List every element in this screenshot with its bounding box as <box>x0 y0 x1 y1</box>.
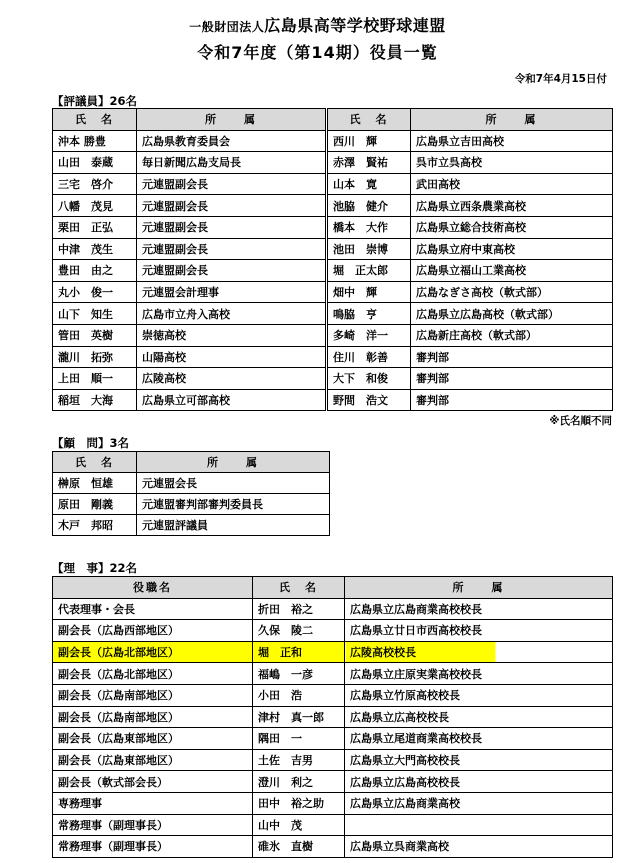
col-role: 役職名 <box>53 577 253 599</box>
member-affiliation: 広島県立総合技術高校 <box>411 216 613 238</box>
director-affiliation: 広島県立庄原実業高校校長 <box>345 663 613 685</box>
director-role: 副会長（広島東部地区） <box>53 728 253 750</box>
member-affiliation: 広島市立舟入高校 <box>137 303 327 325</box>
table-row <box>53 389 613 411</box>
member-affiliation: 広島県立吉田高校 <box>411 130 613 152</box>
member-affiliation: 山陽高校 <box>137 346 327 368</box>
advisor-affiliation: 元連盟審判部審判委員長 <box>137 494 330 515</box>
table-row <box>53 173 613 195</box>
table-row <box>53 152 613 174</box>
member-affiliation: 広島県立広島高校（軟式部） <box>411 303 613 325</box>
director-name: 山中 茂 <box>253 814 345 836</box>
table-row <box>53 684 613 706</box>
director-role: 副会長（広島南部地区） <box>53 684 253 706</box>
member-name: 赤澤 賢祐 <box>327 152 411 174</box>
order-note: ※氏名順不同 <box>549 415 612 427</box>
member-name: 瀧川 拓弥 <box>53 346 137 368</box>
advisor-name: 榊原 恒雄 <box>53 473 137 494</box>
table-row <box>53 260 613 282</box>
director-name: 堀 正和 <box>253 641 345 663</box>
member-name: 橋本 大作 <box>327 216 411 238</box>
member-name: 上田 順一 <box>53 368 137 390</box>
director-name: 田中 裕之助 <box>253 792 345 814</box>
org-name: 広島県高等学校野球連盟 <box>264 16 446 35</box>
director-affiliation: 広島県立呉商業高校 <box>345 836 613 858</box>
table-row <box>53 130 613 152</box>
director-affiliation: 広島県立広高校校長 <box>345 706 613 728</box>
advisors-heading: 【顧 問】3名 <box>52 436 130 450</box>
member-affiliation: 審判部 <box>411 368 613 390</box>
director-name: 隅田 一 <box>253 728 345 750</box>
member-name: 住川 彰善 <box>327 346 411 368</box>
member-name: 堀 正太郎 <box>327 260 411 282</box>
table-row <box>53 324 613 346</box>
member-name: 丸小 俊一 <box>53 281 137 303</box>
col-affiliation: 所 属 <box>345 577 613 599</box>
member-name: 沖本 勝豊 <box>53 130 137 152</box>
director-role: 代表理事・会長 <box>53 598 253 620</box>
page-title: 令和7年度（第14期）役員一覧 <box>197 43 438 62</box>
director-name: 澄川 利之 <box>253 771 345 793</box>
director-affiliation: 広島県立広島商業高校 <box>345 792 613 814</box>
table-row <box>53 620 613 642</box>
member-name: 栗田 正弘 <box>53 216 137 238</box>
table-row <box>53 728 613 750</box>
table-row <box>53 238 613 260</box>
member-name: 山下 知生 <box>53 303 137 325</box>
director-affiliation <box>345 814 613 836</box>
member-affiliation: 崇徳高校 <box>137 324 327 346</box>
member-name: 野間 浩文 <box>327 389 411 411</box>
directors-header-row <box>53 577 613 599</box>
director-name: 久保 陵二 <box>253 620 345 642</box>
member-name: 西川 輝 <box>327 130 411 152</box>
council-header-row <box>53 109 613 131</box>
table-row <box>53 281 613 303</box>
table-row <box>53 598 613 620</box>
director-role: 副会長（広島北部地区） <box>53 641 253 663</box>
advisors-header-row <box>53 452 330 473</box>
advisor-affiliation: 元連盟会長 <box>137 473 330 494</box>
table-row <box>53 706 613 728</box>
director-role: 常務理事（副理事長） <box>53 814 253 836</box>
member-name: 畑中 輝 <box>327 281 411 303</box>
member-affiliation: 元連盟副会長 <box>137 195 327 217</box>
director-name: 津村 真一郎 <box>253 706 345 728</box>
member-affiliation: 広島新庄高校（軟式部） <box>411 324 613 346</box>
member-name: 池脇 健介 <box>327 195 411 217</box>
table-row <box>53 368 613 390</box>
member-affiliation: 元連盟副会長 <box>137 238 327 260</box>
table-row <box>53 663 613 685</box>
member-affiliation: 広島県立府中東高校 <box>411 238 613 260</box>
director-role: 副会長（広島北部地区） <box>53 663 253 685</box>
org-prefix: 一般財団法人 <box>189 20 265 34</box>
member-affiliation: 審判部 <box>411 389 613 411</box>
col-name: 氏 名 <box>53 452 137 473</box>
director-role: 副会長（軟式部会長） <box>53 771 253 793</box>
advisor-affiliation: 元連盟評議員 <box>137 515 330 536</box>
director-affiliation: 広島県立竹原高校校長 <box>345 684 613 706</box>
member-name: 管田 英樹 <box>53 324 137 346</box>
member-name: 豊田 由之 <box>53 260 137 282</box>
member-affiliation: 武田高校 <box>411 173 613 195</box>
director-role: 常務理事（副理事長） <box>53 836 253 858</box>
table-row <box>53 216 613 238</box>
member-affiliation: 元連盟副会長 <box>137 260 327 282</box>
member-name: 山田 泰蔵 <box>53 152 137 174</box>
member-affiliation: 広島県教育委員会 <box>137 130 327 152</box>
table-row <box>53 195 613 217</box>
director-name: 折田 裕之 <box>253 598 345 620</box>
director-name: 土佐 吉男 <box>253 749 345 771</box>
col-affiliation: 所 属 <box>411 109 613 131</box>
member-affiliation: 元連盟副会長 <box>137 216 327 238</box>
table-row <box>53 814 613 836</box>
member-name: 多崎 洋一 <box>327 324 411 346</box>
member-affiliation: 呉市立呉高校 <box>411 152 613 174</box>
member-name: 三宅 啓介 <box>53 173 137 195</box>
director-affiliation: 広島県立広島商業高校校長 <box>345 598 613 620</box>
table-row <box>53 303 613 325</box>
director-affiliation: 広島県立大門高校校長 <box>345 749 613 771</box>
advisors-table <box>52 451 330 536</box>
director-affiliation: 広島県立尾道商業高校校長 <box>345 728 613 750</box>
table-row <box>53 792 613 814</box>
council-heading: 【評議員】26名 <box>52 94 138 108</box>
director-affiliation: 広島県立廿日市西高校校長 <box>345 620 613 642</box>
col-affiliation: 所 属 <box>137 109 327 131</box>
director-role: 専務理事 <box>53 792 253 814</box>
member-name: 鳴脇 亨 <box>327 303 411 325</box>
directors-heading: 【理 事】22名 <box>52 561 138 575</box>
member-name: 稲垣 大海 <box>53 389 137 411</box>
member-affiliation: 審判部 <box>411 346 613 368</box>
member-affiliation: 広島県立福山工業高校 <box>411 260 613 282</box>
member-name: 池田 崇博 <box>327 238 411 260</box>
director-role: 副会長（広島西部地区） <box>53 620 253 642</box>
director-role: 副会長（広島南部地区） <box>53 706 253 728</box>
member-name: 八幡 茂見 <box>53 195 137 217</box>
member-name: 大下 和俊 <box>327 368 411 390</box>
col-affiliation: 所 属 <box>137 452 330 473</box>
table-row <box>53 749 613 771</box>
table-row <box>53 473 330 494</box>
advisor-name: 木戸 邦昭 <box>53 515 137 536</box>
table-row <box>53 494 330 515</box>
member-name: 山本 寛 <box>327 173 411 195</box>
org-title <box>0 13 635 36</box>
council-table <box>52 108 613 411</box>
issue-date: 令和7年4月15日付 <box>514 73 607 85</box>
member-affiliation: 元連盟副会長 <box>137 173 327 195</box>
col-name: 氏 名 <box>253 577 345 599</box>
col-name: 氏 名 <box>327 109 411 131</box>
directors-table <box>52 576 613 858</box>
member-name: 中津 茂生 <box>53 238 137 260</box>
table-row <box>53 836 613 858</box>
member-affiliation: 毎日新聞広島支局長 <box>137 152 327 174</box>
table-row <box>53 346 613 368</box>
table-row <box>53 515 330 536</box>
advisor-name: 原田 剛義 <box>53 494 137 515</box>
member-affiliation: 広島県立西条農業高校 <box>411 195 613 217</box>
director-name: 福嶋 一彦 <box>253 663 345 685</box>
member-affiliation: 元連盟会計理事 <box>137 281 327 303</box>
table-row <box>53 771 613 793</box>
director-name: 碓氷 直樹 <box>253 836 345 858</box>
highlighted-row <box>53 641 613 663</box>
member-affiliation: 広島なぎさ高校（軟式部） <box>411 281 613 303</box>
member-affiliation: 広島県立可部高校 <box>137 389 327 411</box>
director-role: 副会長（広島東部地区） <box>53 749 253 771</box>
member-affiliation: 広陵高校 <box>137 368 327 390</box>
director-affiliation: 広島県立広島高校校長 <box>345 771 613 793</box>
director-affiliation: 広陵高校校長 <box>345 641 613 663</box>
director-name: 小田 浩 <box>253 684 345 706</box>
col-name: 氏 名 <box>53 109 137 131</box>
